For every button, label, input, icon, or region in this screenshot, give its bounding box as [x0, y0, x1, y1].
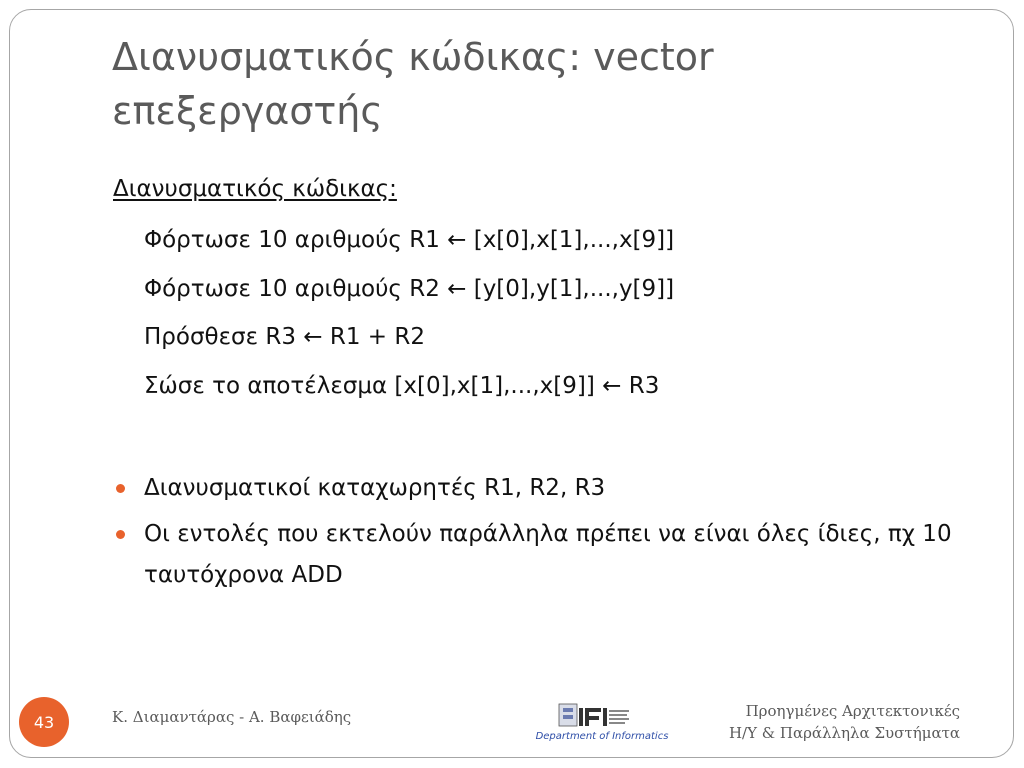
code-subheading: Διανυσματικός κώδικας: [113, 176, 397, 202]
page-number: 43 [33, 712, 55, 732]
code-line-load-r1: Φόρτωσε 10 αριθμούς R1 ← [x[0],x[1],...,x[9]] [144, 227, 675, 253]
code-line-load-r2: Φόρτωσε 10 αριθμούς R2 ← [y[0],y[1],...,y[9]] [144, 276, 675, 302]
footer-course [640, 700, 960, 744]
bullet-dot [116, 530, 125, 539]
bullet-dot [116, 484, 125, 493]
slide-title: Διανυσματικός κώδικας: vector επεξεργαστής [112, 35, 714, 133]
footer-authors: Κ. Διαμαντάρας - Α. Βαφειάδης [112, 708, 352, 726]
code-line-store: Σώσε το αποτέλεσμα [x[0],x[1],...,x[9]] ← R3 [144, 373, 660, 399]
course-title-line2: Η/Υ & Παράλληλα Συστήματα [728, 724, 960, 742]
bullet-vector-registers: Διανυσματικοί καταχωρητές R1, R2, R3 [144, 475, 606, 501]
page-number-badge [19, 697, 69, 747]
course-title-line1: Προηγμένες Αρχιτεκτονικές [745, 702, 960, 720]
bullet-same-instructions: Οι εντολές που εκτελούν παράλληλα πρέπει να είναι όλες ίδιες, πχ 10 ταυτόχρονα ADD [144, 521, 952, 588]
logo-caption: Department of Informatics [535, 731, 669, 742]
code-line-add: Πρόσθεσε R3 ← R1 + R2 [144, 324, 425, 350]
